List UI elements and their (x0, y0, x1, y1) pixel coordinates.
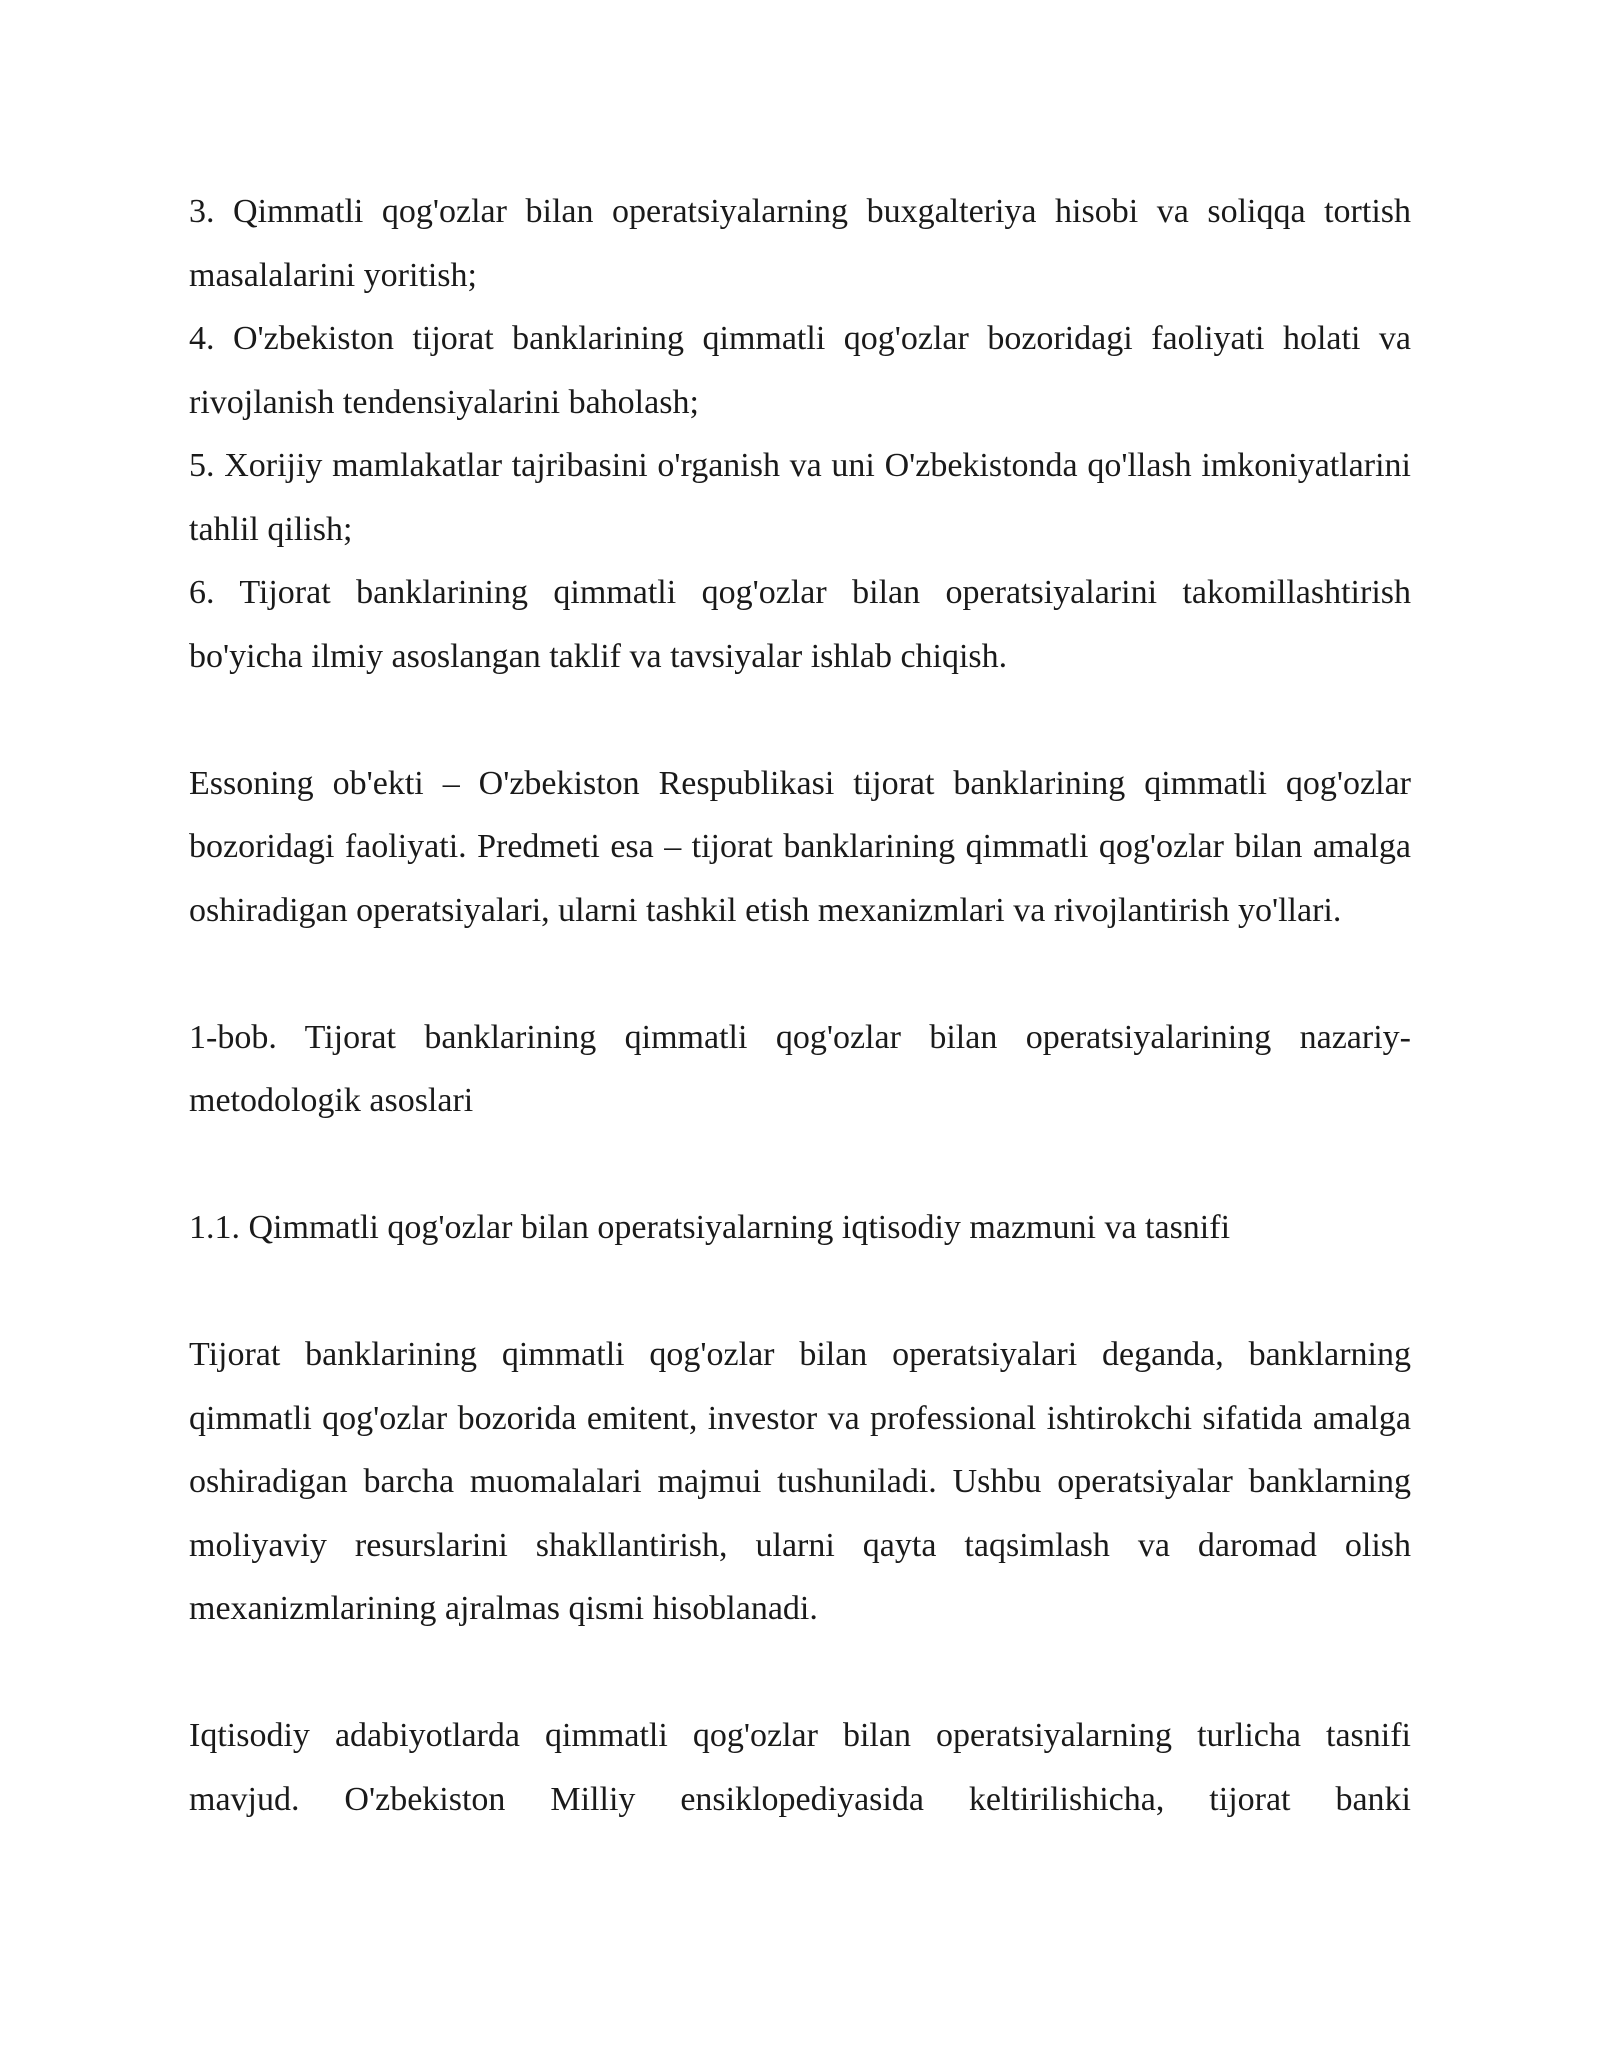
document-body (189, 180, 1411, 1831)
list-item-6: 6. Tijorat banklarining qimmatli qog'ozlar bilan operatsiyalarini takomillashtirish bo'yicha ilmiy asoslangan taklif va tavsiyalar ishlab chiqish. (189, 574, 1411, 675)
paragraph-spacer (189, 1641, 1411, 1705)
paragraph-spacer (189, 688, 1411, 752)
section-heading: 1.1. Qimmatli qog'ozlar bilan operatsiyalarning iqtisodiy mazmuni va tasnifi (189, 1209, 1231, 1246)
object-paragraph: Essoning ob'ekti – O'zbekiston Respublikasi tijorat banklarining qimmatli qog'ozlar bozoridagi faoliyati. Predmeti esa – tijorat banklarining qimmatli qog'ozlar bilan amalga oshiradigan operatsiyalari, ularni tashkil etish mexanizmlari va rivojlantirish yo'llari. (189, 764, 1411, 929)
paragraph-spacer (189, 1133, 1411, 1197)
chapter-heading: 1-bob. Tijorat banklarining qimmatli qog'ozlar bilan operatsiyalarining nazariy-metodologik asoslari (189, 1018, 1411, 1119)
list-item-3: 3. Qimmatli qog'ozlar bilan operatsiyalarning buxgalteriya hisobi va soliqqa tortish masalalarini yoritish; (189, 193, 1411, 294)
list-item-4: 4. O'zbekiston tijorat banklarining qimmatli qog'ozlar bozoridagi faoliyati holati va rivojlanish tendensiyalarini baholash; (189, 320, 1411, 421)
paragraph-spacer (189, 1260, 1411, 1324)
list-item-5: 5. Xorijiy mamlakatlar tajribasini o'rganish va uni O'zbekistonda qo'llash imkoniyatlarini tahlil qilish; (189, 447, 1411, 548)
paragraph-spacer (189, 942, 1411, 1006)
body-paragraph-2: Iqtisodiy adabiyotlarda qimmatli qog'ozlar bilan operatsiyalarning turlicha tasnifi mavjud. O'zbekiston Milliy ensiklopediyasida keltirilishicha, tijorat banki (189, 1717, 1411, 1818)
body-paragraph-1: Tijorat banklarining qimmatli qog'ozlar bilan operatsiyalari deganda, banklarning qimmatli qog'ozlar bozorida emitent, investor va professional ishtirokchi sifatida amalga oshiradigan barcha muomalalari majmui tushuniladi. Ushbu operatsiyalar banklarning moliyaviy resurslarini shakllantirish, ularni qayta taqsimlash va daromad olish mexanizmlarining ajralmas qismi hisoblanadi. (189, 1336, 1411, 1627)
